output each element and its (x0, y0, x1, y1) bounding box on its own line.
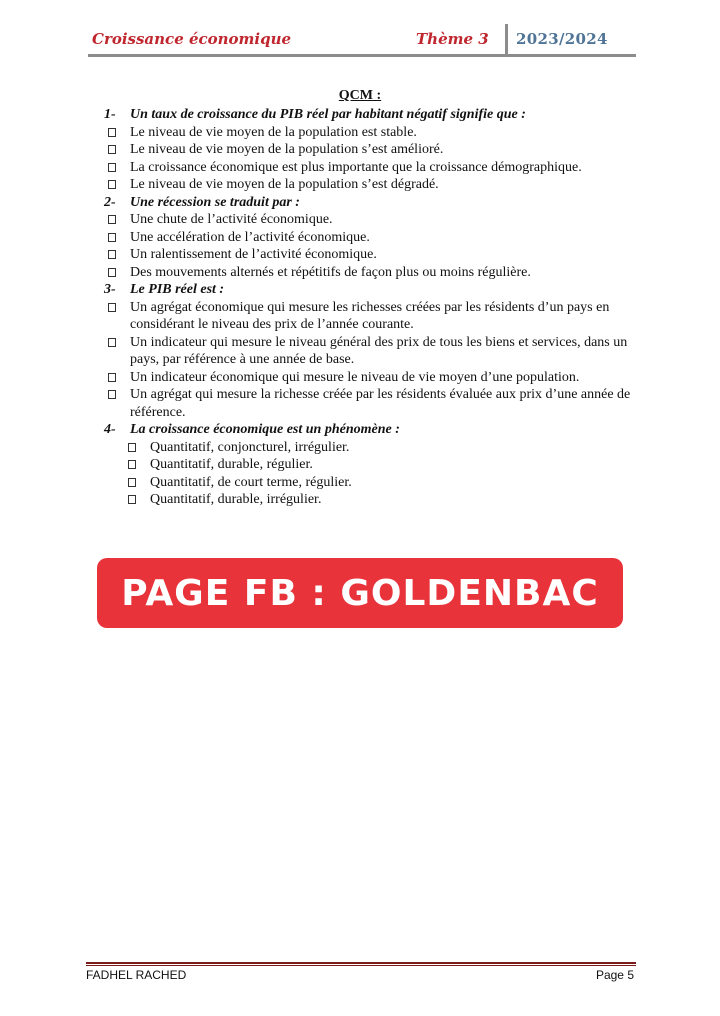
option-text: Quantitatif, durable, régulier. (150, 457, 313, 472)
promo-banner-text: PAGE FB : GOLDENBAC (121, 572, 599, 614)
question-text: La croissance économique est un phénomène : (130, 422, 400, 437)
option-text: Quantitatif, conjoncturel, irrégulier. (150, 439, 350, 455)
qcm-content (104, 106, 638, 509)
option-3-2[interactable] (104, 334, 638, 369)
checkbox-icon[interactable] (104, 176, 130, 194)
question-4 (104, 421, 638, 439)
option-1-1[interactable] (104, 124, 638, 142)
option-1-2[interactable] (104, 141, 638, 159)
checkbox-icon[interactable] (124, 456, 150, 474)
option-2-1[interactable] (104, 211, 638, 229)
footer-page-number: Page 5 (595, 968, 634, 982)
checkbox-icon[interactable] (124, 491, 150, 509)
checkbox-icon[interactable] (124, 474, 150, 492)
question-2 (104, 194, 638, 212)
option-text: Quantitatif, durable, irrégulier. (150, 492, 322, 507)
option-text: Un ralentissement de l’activité économique. (130, 247, 377, 262)
option-4-4[interactable] (124, 491, 638, 509)
option-2-4[interactable] (104, 264, 638, 282)
option-text: Le niveau de vie moyen de la population s’est dégradé. (130, 177, 439, 192)
option-text: Un indicateur économique qui mesure le niveau de vie moyen d’une population. (130, 369, 580, 385)
checkbox-icon[interactable] (104, 124, 130, 142)
header-year: 2023/2024 (516, 30, 608, 48)
option-4-2[interactable] (124, 456, 638, 474)
option-3-1[interactable] (104, 299, 638, 334)
checkbox-icon[interactable] (104, 141, 130, 159)
question-3 (104, 281, 638, 299)
checkbox-icon[interactable] (104, 334, 130, 369)
checkbox-icon[interactable] (104, 159, 130, 177)
question-text: Une récession se traduit par : (130, 194, 300, 210)
option-text: La croissance économique est plus importante que la croissance démographique. (130, 159, 582, 175)
option-2-3[interactable] (104, 246, 638, 264)
option-3-3[interactable] (104, 369, 638, 387)
checkbox-icon[interactable] (104, 229, 130, 247)
option-3-4[interactable] (104, 386, 638, 421)
checkbox-icon[interactable] (104, 369, 130, 387)
question-1 (104, 106, 638, 124)
checkbox-icon[interactable] (104, 264, 130, 282)
promo-banner (97, 558, 623, 628)
header-title: Croissance économique (92, 30, 292, 48)
option-1-4[interactable] (104, 176, 638, 194)
header-rule (88, 54, 636, 57)
option-4-1[interactable] (124, 439, 638, 457)
question-number: 3- (104, 282, 116, 297)
question-text: Un taux de croissance du PIB réel par habitant négatif signifie que : (130, 107, 526, 122)
page-header (88, 24, 636, 54)
option-text: Un indicateur qui mesure le niveau général des prix de tous les biens et services, dans un pays, par référence à une année de base. (130, 334, 628, 367)
option-text: Des mouvements alternés et répétitifs de façon plus ou moins régulière. (130, 264, 531, 280)
qcm-heading: QCM : (338, 88, 382, 103)
option-text: Le niveau de vie moyen de la population s’est amélioré. (130, 142, 444, 157)
checkbox-icon[interactable] (124, 439, 150, 457)
checkbox-icon[interactable] (104, 211, 130, 229)
footer-rule (86, 962, 636, 964)
question-number: 2- (104, 194, 116, 210)
option-text: Une accélération de l’activité économique. (130, 229, 370, 245)
option-text: Le niveau de vie moyen de la population est stable. (130, 124, 417, 140)
option-text: Une chute de l’activité économique. (130, 212, 333, 227)
checkbox-icon[interactable] (104, 386, 130, 421)
checkbox-icon[interactable] (104, 299, 130, 334)
footer-author: FADHEL RACHED (86, 968, 187, 982)
option-4-3[interactable] (124, 474, 638, 492)
question-number: 1- (104, 107, 116, 122)
option-text: Un agrégat qui mesure la richesse créée par les résidents évaluée aux prix d’une année de référence. (130, 387, 631, 420)
header-theme: Thème 3 (416, 30, 489, 48)
option-2-2[interactable] (104, 229, 638, 247)
footer-rule-thin (86, 965, 636, 966)
option-text: Quantitatif, de court terme, régulier. (150, 474, 352, 490)
question-number: 4- (104, 422, 116, 437)
option-text: Un agrégat économique qui mesure les richesses créées par les résidents d’un pays en considérant le niveau des prix de l’année courante. (130, 299, 610, 332)
header-separator (505, 24, 508, 54)
checkbox-icon[interactable] (104, 246, 130, 264)
question-4-options (104, 439, 638, 509)
option-1-3[interactable] (104, 159, 638, 177)
question-text: Le PIB réel est : (130, 282, 225, 297)
